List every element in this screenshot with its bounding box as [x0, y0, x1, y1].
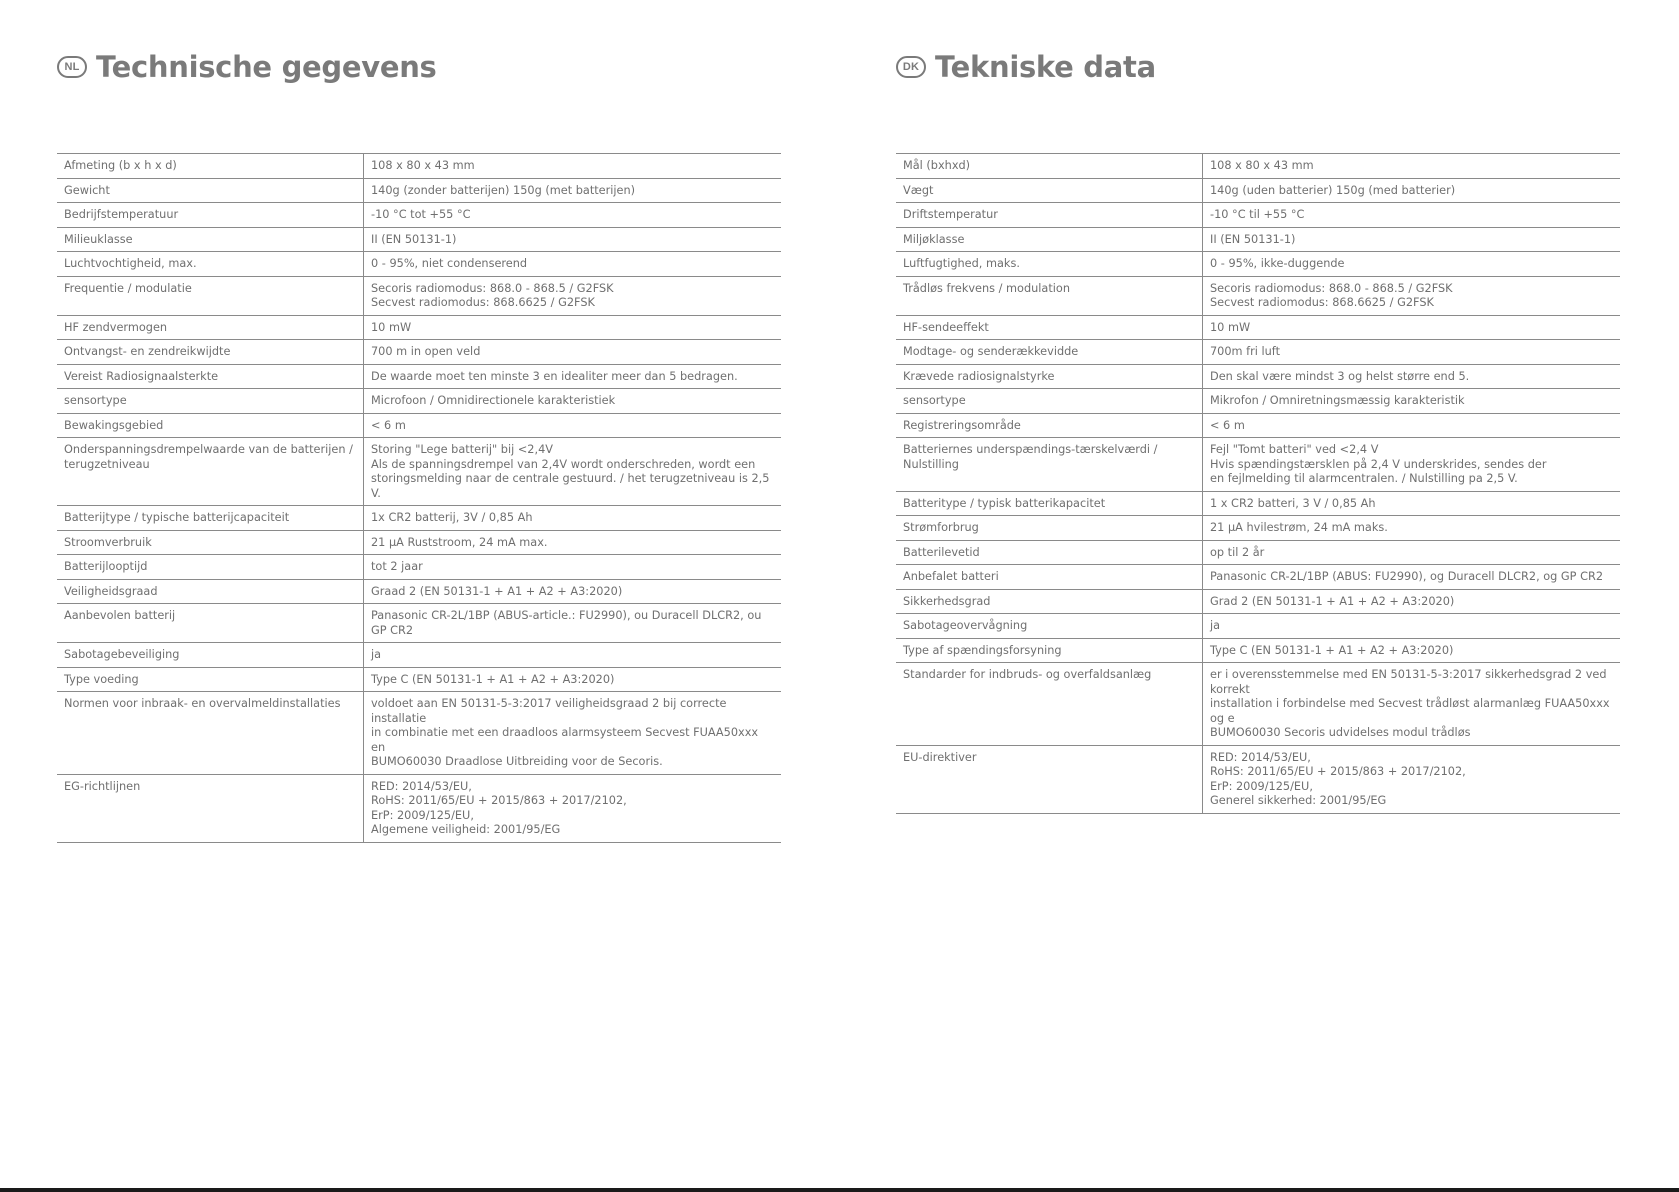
table-row — [57, 692, 781, 775]
spec-label: Batterijtype / typische batterijcapaciteit — [57, 506, 364, 531]
table-row — [57, 389, 781, 414]
spec-label: sensortype — [896, 389, 1203, 414]
spec-value: 0 - 95%, ikke-duggende — [1203, 252, 1621, 277]
spec-label: Bewakingsgebied — [57, 413, 364, 438]
spec-value: 700 m in open veld — [364, 340, 782, 365]
spec-value: Storing "Lege batterij" bij <2,4V Als de spanningsdrempel van 2,4V wordt onderschreden, wordt een storingsmelding naar de centrale gestuurd. / het terugzetniveau is 2,5 V. — [364, 438, 782, 506]
spec-label: Batteriernes underspændings-tærskelværdi / Nulstilling — [896, 438, 1203, 492]
table-row — [896, 227, 1620, 252]
spec-label: Strømforbrug — [896, 516, 1203, 541]
spec-value: ja — [1203, 614, 1621, 639]
spec-value: RED: 2014/53/EU, RoHS: 2011/65/EU + 2015/863 + 2017/2102, ErP: 2009/125/EU, Algemene veiligheid: 2001/95/EG — [364, 774, 782, 842]
spec-label: Batteritype / typisk batterikapacitet — [896, 491, 1203, 516]
spec-value: Den skal være mindst 3 og helst større end 5. — [1203, 364, 1621, 389]
spec-value: 140g (uden batterier) 150g (med batterier) — [1203, 178, 1621, 203]
table-row — [896, 540, 1620, 565]
spec-value: 1x CR2 batterij, 3V / 0,85 Ah — [364, 506, 782, 531]
spec-label: Bedrijfstemperatuur — [57, 203, 364, 228]
table-row — [896, 516, 1620, 541]
spec-label: Krævede radiosignalstyrke — [896, 364, 1203, 389]
spec-value: voldoet aan EN 50131-5-3:2017 veiligheidsgraad 2 bij correcte installatie in combinatie met een draadloos alarmsysteem Secvest FUAA50xxx en BUMO60030 Draadlose Uitbreiding voor de Secoris. — [364, 692, 782, 775]
spec-value: Microfoon / Omnidirectionele karakteristiek — [364, 389, 782, 414]
spec-label: Normen voor inbraak- en overvalmeldinstallaties — [57, 692, 364, 775]
spec-label: Sabotagebeveiliging — [57, 643, 364, 668]
table-row — [896, 276, 1620, 315]
table-row — [57, 506, 781, 531]
spec-value: 21 µA hvilestrøm, 24 mA maks. — [1203, 516, 1621, 541]
spec-label: Gewicht — [57, 178, 364, 203]
table-row — [896, 413, 1620, 438]
spec-label: Miljøklasse — [896, 227, 1203, 252]
spec-label: Afmeting (b x h x d) — [57, 154, 364, 179]
table-row — [896, 364, 1620, 389]
table-row — [896, 178, 1620, 203]
table-row — [896, 565, 1620, 590]
spec-value: 21 µA Ruststroom, 24 mA max. — [364, 530, 782, 555]
section-heading — [896, 50, 1156, 84]
spec-value: 10 mW — [1203, 315, 1621, 340]
table-row — [896, 252, 1620, 277]
spec-label: Frequentie / modulatie — [57, 276, 364, 315]
spec-label: Vægt — [896, 178, 1203, 203]
spec-label: Batterilevetid — [896, 540, 1203, 565]
table-row — [896, 203, 1620, 228]
spec-value: ja — [364, 643, 782, 668]
language-badge-nl: NL — [57, 56, 87, 78]
spec-label: Standarder for indbruds- og overfaldsanlæg — [896, 663, 1203, 746]
spec-value: II (EN 50131-1) — [1203, 227, 1621, 252]
spec-label: Batterijlooptijd — [57, 555, 364, 580]
table-row — [896, 154, 1620, 179]
table-row — [896, 315, 1620, 340]
table-row — [57, 276, 781, 315]
spec-value: 10 mW — [364, 315, 782, 340]
spec-value: RED: 2014/53/EU, RoHS: 2011/65/EU + 2015/863 + 2017/2102, ErP: 2009/125/EU, Generel sikkerhed: 2001/95/EG — [1203, 745, 1621, 813]
table-row — [896, 663, 1620, 746]
page-title: Technische gegevens — [96, 50, 437, 84]
table-row — [57, 643, 781, 668]
table-row — [57, 774, 781, 842]
spec-label: Ontvangst- en zendreikwijdte — [57, 340, 364, 365]
spec-label: HF zendvermogen — [57, 315, 364, 340]
spec-value: -10 °C til +55 °C — [1203, 203, 1621, 228]
spec-label: Anbefalet batteri — [896, 565, 1203, 590]
spec-table — [896, 153, 1620, 814]
spec-label: EG-richtlijnen — [57, 774, 364, 842]
spec-value: Graad 2 (EN 50131-1 + A1 + A2 + A3:2020) — [364, 579, 782, 604]
spec-label: Registreringsområde — [896, 413, 1203, 438]
spec-label: Sikkerhedsgrad — [896, 589, 1203, 614]
table-row — [896, 438, 1620, 492]
table-row — [57, 530, 781, 555]
spec-label: Sabotageovervågning — [896, 614, 1203, 639]
table-row — [896, 745, 1620, 813]
spec-label: Luftfugtighed, maks. — [896, 252, 1203, 277]
spec-value: Type C (EN 50131-1 + A1 + A2 + A3:2020) — [364, 667, 782, 692]
spec-value: 108 x 80 x 43 mm — [1203, 154, 1621, 179]
table-row — [57, 579, 781, 604]
table-row — [57, 667, 781, 692]
spec-label: Type af spændingsforsyning — [896, 638, 1203, 663]
spec-value: op til 2 år — [1203, 540, 1621, 565]
table-row — [896, 491, 1620, 516]
table-row — [57, 315, 781, 340]
spec-label: EU-direktiver — [896, 745, 1203, 813]
table-row — [57, 438, 781, 506]
spec-label: Modtage- og senderækkevidde — [896, 340, 1203, 365]
table-row — [896, 638, 1620, 663]
spec-value: tot 2 jaar — [364, 555, 782, 580]
spec-value: Panasonic CR-2L/1BP (ABUS: FU2990), og Duracell DLCR2, og GP CR2 — [1203, 565, 1621, 590]
table-row — [57, 227, 781, 252]
spec-value: Grad 2 (EN 50131-1 + A1 + A2 + A3:2020) — [1203, 589, 1621, 614]
spec-value: < 6 m — [1203, 413, 1621, 438]
spec-value: Panasonic CR-2L/1BP (ABUS-article.: FU2990), ou Duracell DLCR2, ou GP CR2 — [364, 604, 782, 643]
spec-label: sensortype — [57, 389, 364, 414]
spec-label: Milieuklasse — [57, 227, 364, 252]
table-row — [57, 178, 781, 203]
spec-value: 700m fri luft — [1203, 340, 1621, 365]
table-row — [57, 604, 781, 643]
spec-label: Mål (bxhxd) — [896, 154, 1203, 179]
table-row — [896, 589, 1620, 614]
spec-value: 140g (zonder batterijen) 150g (met batterijen) — [364, 178, 782, 203]
spec-value: Secoris radiomodus: 868.0 - 868.5 / G2FSK Secvest radiomodus: 868.6625 / G2FSK — [1203, 276, 1621, 315]
spec-value: < 6 m — [364, 413, 782, 438]
spec-label: Vereist Radiosignaalsterkte — [57, 364, 364, 389]
table-row — [57, 154, 781, 179]
page-bottom-rule — [0, 1188, 1679, 1192]
page-title: Tekniske data — [935, 50, 1156, 84]
table-row — [57, 413, 781, 438]
table-row — [896, 389, 1620, 414]
spec-value: Type C (EN 50131-1 + A1 + A2 + A3:2020) — [1203, 638, 1621, 663]
spec-value: II (EN 50131-1) — [364, 227, 782, 252]
spec-table — [57, 153, 781, 843]
language-badge-dk: DK — [896, 56, 926, 78]
table-row — [57, 203, 781, 228]
table-row — [57, 364, 781, 389]
spec-value: 1 x CR2 batteri, 3 V / 0,85 Ah — [1203, 491, 1621, 516]
spec-value: De waarde moet ten minste 3 en idealiter meer dan 5 bedragen. — [364, 364, 782, 389]
spec-label: Type voeding — [57, 667, 364, 692]
spec-value: er i overensstemmelse med EN 50131-5-3:2017 sikkerhedsgrad 2 ved korrekt installation i forbindelse med Secvest trådløst alarmanlæg FUAA50xxx og e BUMO60030 Secoris udvidelses modul trådløs — [1203, 663, 1621, 746]
table-row — [896, 614, 1620, 639]
spec-label: Stroomverbruik — [57, 530, 364, 555]
table-row — [57, 252, 781, 277]
spec-value: Secoris radiomodus: 868.0 - 868.5 / G2FSK Secvest radiomodus: 868.6625 / G2FSK — [364, 276, 782, 315]
spec-label: Onderspanningsdrempelwaarde van de batterijen / terugzetniveau — [57, 438, 364, 506]
spec-value: Mikrofon / Omniretningsmæssig karakteristik — [1203, 389, 1621, 414]
spec-value: 108 x 80 x 43 mm — [364, 154, 782, 179]
spec-label: HF-sendeeffekt — [896, 315, 1203, 340]
table-row — [896, 340, 1620, 365]
spec-label: Luchtvochtigheid, max. — [57, 252, 364, 277]
section-heading — [57, 50, 437, 84]
spec-value: 0 - 95%, niet condenserend — [364, 252, 782, 277]
table-row — [57, 555, 781, 580]
spec-value: Fejl "Tomt batteri" ved <2,4 V Hvis spændingstærsklen på 2,4 V underskrides, sendes der en fejlmelding til alarmcentralen. / Nulstilling pa 2,5 V. — [1203, 438, 1621, 492]
table-row — [57, 340, 781, 365]
spec-label: Trådløs frekvens / modulation — [896, 276, 1203, 315]
spec-value: -10 °C tot +55 °C — [364, 203, 782, 228]
spec-label: Veiligheidsgraad — [57, 579, 364, 604]
spec-label: Aanbevolen batterij — [57, 604, 364, 643]
spec-label: Driftstemperatur — [896, 203, 1203, 228]
